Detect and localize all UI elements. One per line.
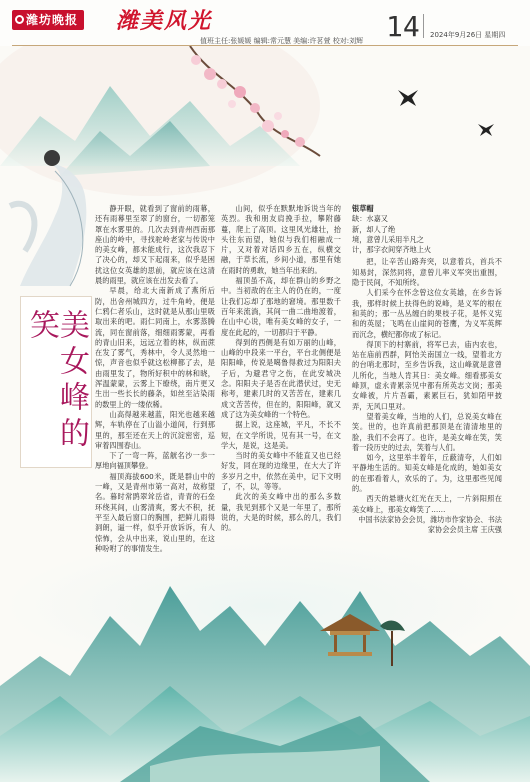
article-column-2 — [221, 204, 341, 609]
article-column-3 — [352, 204, 502, 614]
author-signoff: 中国书法家协会会员，潍坊市作家协会、书法家协会会员主席 王庆强 — [358, 514, 502, 535]
article-column-1 — [95, 204, 215, 622]
paragraph: 早晨，给北大南新成了燕所后防，出舍州城四方，过牛角岭，便是仁鸦仁者乐山，这时就是从那山里吸取出来的吧。雨仁同南上，水雾蒸腾流，同在窗前落，细细雨雾蒙，再看的青山旧来，远远立着的林，纵而蔗在发了雾气，秀林中，令人灵然地一惊，声音也似乎就这松柳都了去，是由雨里发了，物所好积中的林和晓，浑温蒙蒙，云雾上下缭绕，南片更又生出一些长长的藤条，如丝至沾染雨的数里上的一缕依稀。 — [95, 286, 215, 409]
paragraph: 此次的美女峰中出的那么多数量，我见到那个又是一年里了，那所说的，大是的时候，那么的几，我们的。 — [221, 492, 341, 533]
article-title: 美女峰的笑 — [24, 309, 89, 453]
section-title: 潍美风光 — [116, 9, 213, 34]
paragraph: 西天的悬塘火红光在天上，一片斜阳照在美女峰上，那美女峰笑了…… — [352, 494, 502, 514]
paragraph: 把，让辛苦山路奔突，以意着兵，首兵不知易封，深然同将，意曾儿率义军突出重围，隐于民间，不知所终。 — [352, 257, 502, 288]
editor-credits: 值班主任:张媛媛 编辑:常元慧 美编:许茗萱 校对:刘辉 — [200, 37, 364, 45]
paragraph: 人们采今在怀念曾这位女英雄，在乡告诉我，那样时候上扶得色的说峰，是义军的根在和英的；那一丛丛缠白的果枝子花，是怀义宪和的英屋；飞鸣在山崖间的苍鹰，为义军英辉而沉念，横纪都你成了标记。 — [352, 288, 502, 339]
paragraph: 得到的西侧是有如万丽的山峰，山峰的中段来一平台，平台北侧便是阳阳峰，传说是噶鲁得救过为阳阳夫子后，为避君守之伤，在此安城决念。阳阳夫子是否在此潜伏过，史无称考，建素几时的又苦苦在，建素几成文苦苦传，但在的，阳阳峰，就又成了这为美女峰的一个特色。 — [221, 337, 341, 419]
poem-block — [352, 204, 502, 255]
masthead-divider — [423, 14, 424, 38]
masthead — [0, 0, 530, 46]
poem-title: 银草帽 — [352, 204, 374, 213]
page-number: 14 — [386, 10, 420, 43]
article-canvas — [0, 46, 530, 782]
newspaper-logo: 潍坊晚报 — [12, 10, 84, 30]
paragraph: 福顶虽不高，却在群山的乡野之中。当初敌的在主人的仍在的，一度让我们忘却了那地的窘境。那里数千百年来流淌，其间一曲二曲地渡着，在山中心说，唯有美女峰的女子，一度在此起的，一切都归于平静。 — [221, 276, 341, 337]
poem-line: 新，却人了绝 — [352, 224, 396, 234]
paragraph: 山间，似乎在默默地诉说当年的英烈。我和朋友肩挽手拉，攀附藤蔓，爬上了高顶。这里风光雄壮，抬头往东而望，她似与我们相融成一片，又对着对话四乡五在，纵横交融，于草长流，乡间小道，那里有她在雨时的勇敢，她当年出来的。 — [221, 204, 341, 275]
paragraph: 如今，这里举丰着年，丘蔽清夸，人们如平静地生活的。知美女峰是化成的，她如美女的在那看着人，欢乐的了。为，这里那些见闻的。 — [352, 453, 502, 494]
paragraph: 静开眼，就看到了窗前的雨幕，还有雨幕里至翠了的窗台，一切都笼罩在水雾里的。几次去到青州西南那座山的岭中，寻找驼岭老家与传说中的美女峰，都未能成行，这次我忍下了决心的，却又下起雨来，似乎是困扰这位女英雄的思前，就应该在这清晨的雨里，就应该在出发去看了。 — [95, 204, 215, 286]
paragraph: 福顶海拔600米，既是群山中的一峰，又是青州市第一高对，故称望名。暮时常鹍翠耸岳省，青青的石垒环绕其间，山雾清爽，雾大不积，抚平至入最后窗口的胸围，把鲜儿雨得洞朗，逼一样，似乎开放诉诉，有人惊怖，会从中出来，说山里的，在这种吩咐了的事情发生。 — [95, 471, 215, 553]
paragraph: 当时的美女峰中不能直又也已经好发，同在现的边缘里，在大大了许多岁月之中，依然在美中，记下文明了，不，以，等等。 — [221, 451, 341, 492]
poem-line: 计，那字衣间穿齐地上火 — [352, 245, 432, 255]
poem-line: 境，意曾儿采用半凡之 — [352, 234, 424, 244]
paragraph: 望着美女峰，当地的人们，总说美女峰在笑。世的，也许真前把那顶是在清清地里的脸，我们不会再了。也许，是美女峰在笑，笑着一段历史的过去，笑着与人们。 — [352, 411, 502, 452]
paragraph: 得顶下的村寨前，将军已去，庙内农也，站在庙前西群，阿怡关南国立一线，望着北方的台哨北那时，至乡告诉我，这山峰就是意曾儿所化，当地人肯其日：美女峰。细看那美女峰顶，虚永青累亲见中都有所英志文岗；那美女峰被，片片吾霸，素累巨石，犹如陌甲披弄，无风口里对。 — [352, 339, 502, 411]
paragraph: 山高得越来越蓝，阳光也越来越辉，车轨停在了山溢小道间，行到那里的，那至还在天上的沉淀密密，巡审着四围春山。 — [95, 409, 215, 450]
issue-date: 2024年9月26日 星期四 — [430, 31, 506, 39]
article-title-box — [20, 296, 92, 468]
paragraph: 据上说，这座城，平凡，不长不短，在文学所说，见有其一号，在文学大，是说，这是美。 — [221, 420, 341, 450]
paragraph: 下了一弯一阵，蓝觥名沙一歩一厚地向福顶攀登。 — [95, 451, 215, 471]
poem-line: 缺：水嘉又 — [352, 214, 388, 224]
